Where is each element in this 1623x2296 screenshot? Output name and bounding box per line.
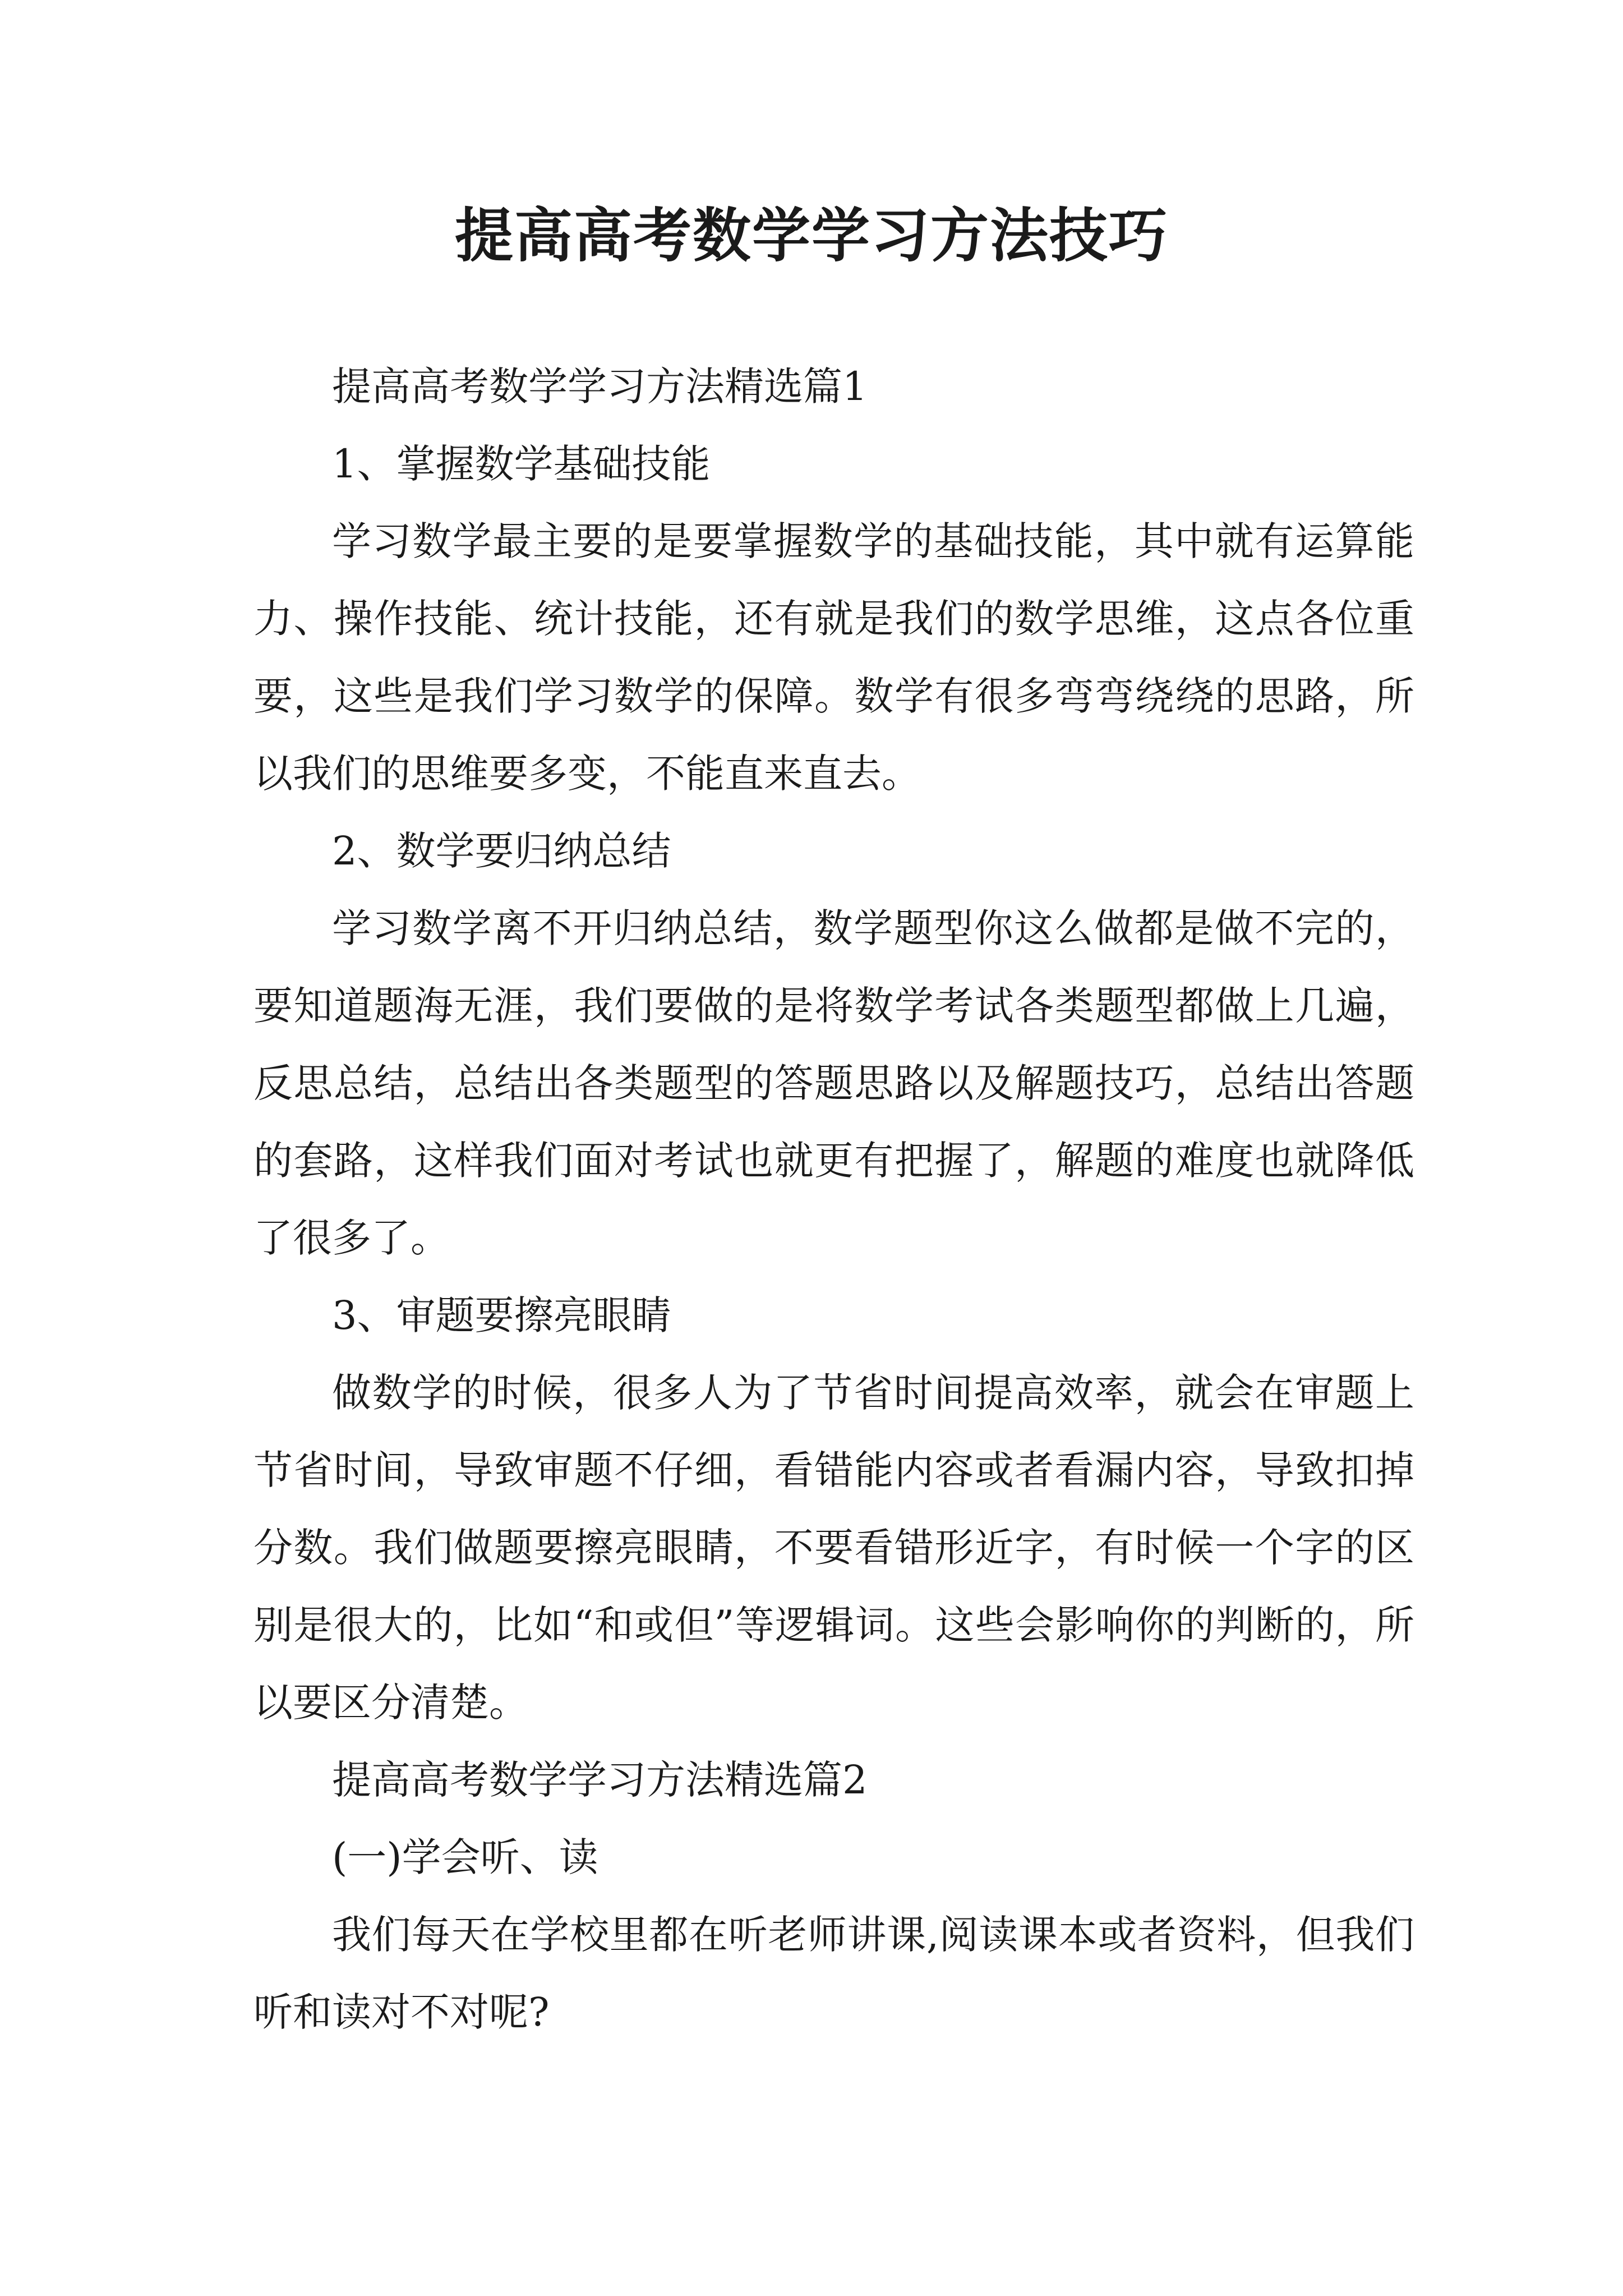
- paragraph-3: 做数学的时候，很多人为了节省时间提高效率，就会在审题上节省时间，导致审题不仔细，看错能内容或者看漏内容，导致扣掉分数。我们做题要擦亮眼睛，不要看错形近字，有时候一个字的区别是很大的，比如“和或但”等逻辑词。这些会影响你的判断的，所以要区分清楚。: [253, 1370, 1414, 1726]
- paragraph-4: 我们每天在学校里都在听老师讲课,阅读课本或者资料，但我们听和读对不对呢?: [253, 1912, 1414, 2035]
- section-heading-2: 提高高考数学学习方法精选篇2: [332, 1757, 868, 1803]
- document-title: 提高高考数学学习方法技巧: [454, 201, 1168, 270]
- subheading-3: 3、审题要擦亮眼睛: [332, 1292, 671, 1338]
- section-heading-1: 提高高考数学学习方法精选篇1: [332, 364, 868, 409]
- paragraph-2: 学习数学离不开归纳总结，数学题型你这么做都是做不完的，要知道题海无涯，我们要做的是将数学考试各类题型都做上几遍，反思总结，总结出各类题型的答题思路以及解题技巧，总结出答题的套路，这样我们面对考试也就更有把握了，解题的难度也就降低了很多了。: [253, 905, 1414, 1261]
- document-body: [253, 348, 1414, 2051]
- paragraph-1: 学习数学最主要的是要掌握数学的基础技能，其中就有运算能力、操作技能、统计技能，还有就是我们的数学思维，这点各位重要，这些是我们学习数学的保障。数学有很多弯弯绕绕的思路，所以我们的思维要多变，不能直来直去。: [253, 518, 1414, 797]
- subheading-1: 1、掌握数学基础技能: [332, 441, 711, 487]
- subheading-4: (一)学会听、读: [332, 1834, 598, 1880]
- subheading-2: 2、数学要归纳总结: [332, 828, 671, 874]
